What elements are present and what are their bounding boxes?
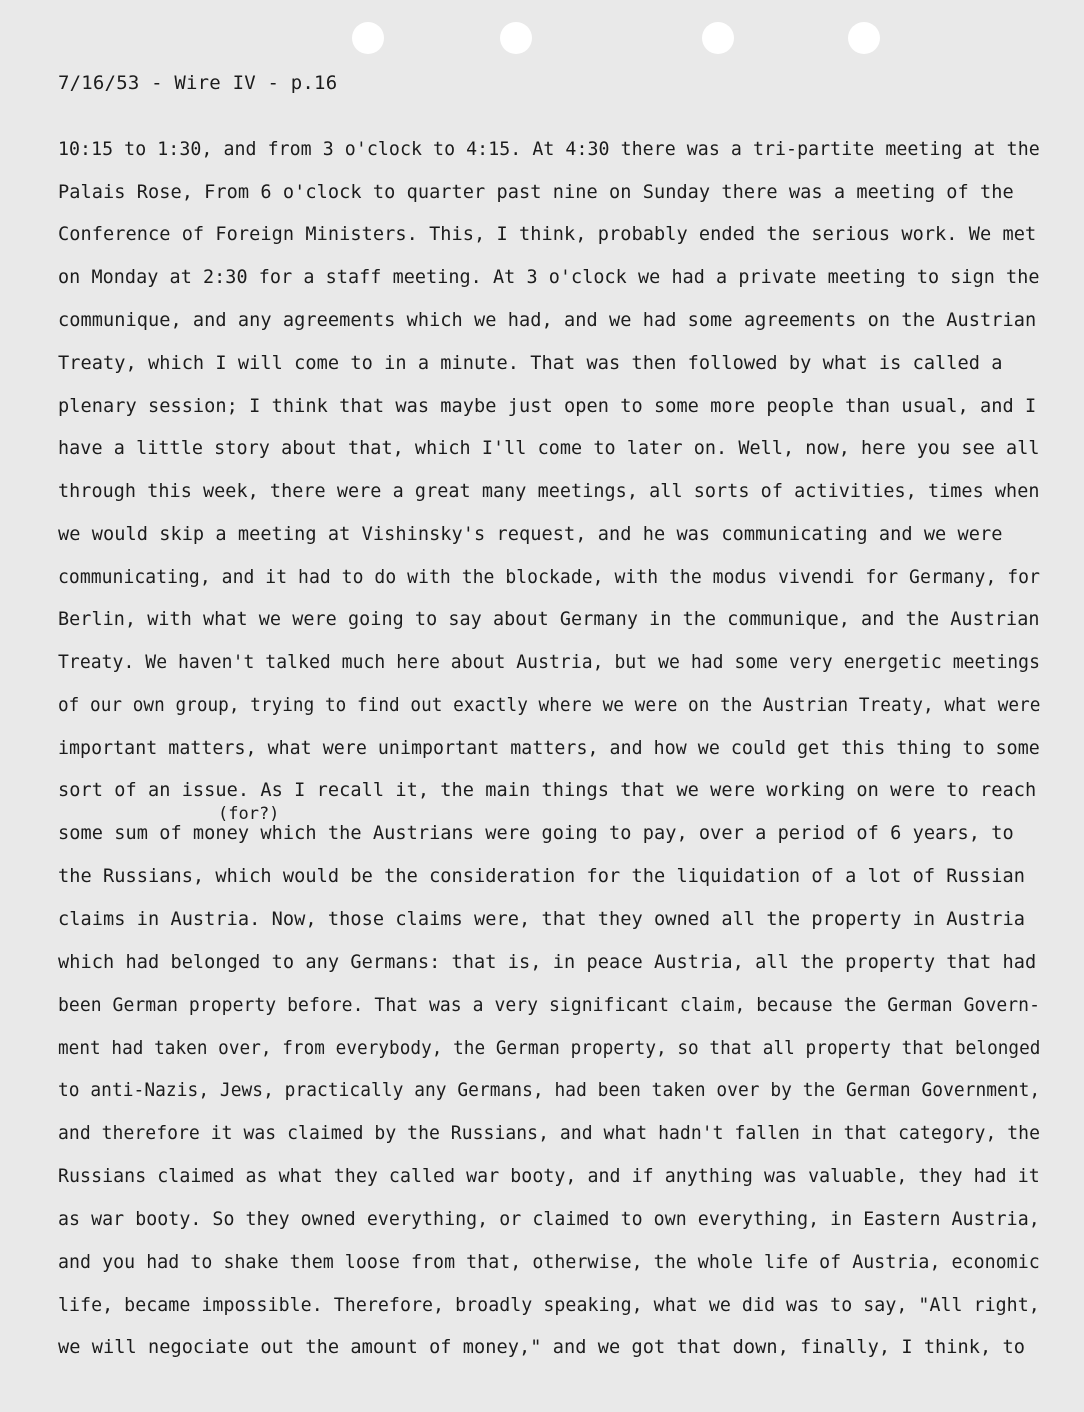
punch-hole <box>352 22 384 54</box>
text-line: communicating, and it had to do with the blockade, with the modus vivendi for Germany, for <box>58 567 1040 588</box>
text-line: on Monday at 2:30 for a staff meeting. At 3 o'clock we had a private meeting to sign the <box>58 267 1040 288</box>
text-line: Treaty. We haven't talked much here about Austria, but we had some very energetic meetings <box>58 652 1040 673</box>
text-line: ment had taken over, from everybody, the German property, so that all property that belonged <box>58 1038 1041 1059</box>
text-line: claims in Austria. Now, those claims were, that they owned all the property in Austria <box>58 909 1026 930</box>
text-line: 10:15 to 1:30, and from 3 o'clock to 4:15. At 4:30 there was a tri-partite meeting at the <box>58 139 1040 160</box>
text-line: and therefore it was claimed by the Russians, and what hadn't fallen in that category, the <box>58 1123 1040 1144</box>
interlinear-note: (for?) <box>218 804 280 824</box>
text-line: have a little story about that, which I'll come to later on. Well, now, here you see all <box>58 438 1040 459</box>
text-line: sort of an issue. As I recall it, the main things that we were working on were to reach <box>58 780 1037 801</box>
text-line: the Russians, which would be the consideration for the liquidation of a lot of Russian <box>58 866 1026 887</box>
text-line: plenary session; I think that was maybe just open to some more people than usual, and I <box>58 396 1037 417</box>
text-line: some sum of money which the Austrians were going to pay, over a period of 6 years, to <box>58 823 1014 844</box>
text-line: Treaty, which I will come to in a minute. That was then followed by what is called a <box>58 353 1003 374</box>
text-line: of our own group, trying to find out exactly where we were on the Austrian Treaty, what were <box>58 695 1041 716</box>
punch-hole <box>500 22 532 54</box>
page-header: 7/16/53 - Wire IV - p.16 <box>58 72 338 94</box>
punch-hole <box>848 22 880 54</box>
punch-hole <box>702 22 734 54</box>
text-line: and you had to shake them loose from that, otherwise, the whole life of Austria, economic <box>58 1252 1040 1273</box>
text-line: Palais Rose, From 6 o'clock to quarter past nine on Sunday there was a meeting of the <box>58 182 1014 203</box>
text-line: which had belonged to any Germans: that is, in peace Austria, all the property that had <box>58 952 1037 973</box>
text-line: as war booty. So they owned everything, or claimed to own everything, in Eastern Austria, <box>58 1209 1040 1230</box>
text-line: life, became impossible. Therefore, broadly speaking, what we did was to say, "All right, <box>58 1295 1040 1316</box>
text-line: we would skip a meeting at Vishinsky's request, and he was communicating and we were <box>58 524 1003 545</box>
text-line: communique, and any agreements which we had, and we had some agreements on the Austrian <box>58 310 1037 331</box>
text-line: been German property before. That was a very significant claim, because the German Govern- <box>58 995 1040 1016</box>
text-line: important matters, what were unimportant matters, and how we could get this thing to some <box>58 738 1040 759</box>
text-line: to anti-Nazis, Jews, practically any Germans, had been taken over by the German Government, <box>58 1080 1041 1101</box>
text-line: Conference of Foreign Ministers. This, I think, probably ended the serious work. We met <box>58 224 1037 245</box>
text-line: through this week, there were a great many meetings, all sorts of activities, times when <box>58 481 1040 502</box>
text-line: Berlin, with what we were going to say about Germany in the communique, and the Austrian <box>58 609 1040 630</box>
text-line: we will negociate out the amount of money," and we got that down, finally, I think, to <box>58 1337 1026 1358</box>
text-line: Russians claimed as what they called war booty, and if anything was valuable, they had it <box>58 1166 1040 1187</box>
